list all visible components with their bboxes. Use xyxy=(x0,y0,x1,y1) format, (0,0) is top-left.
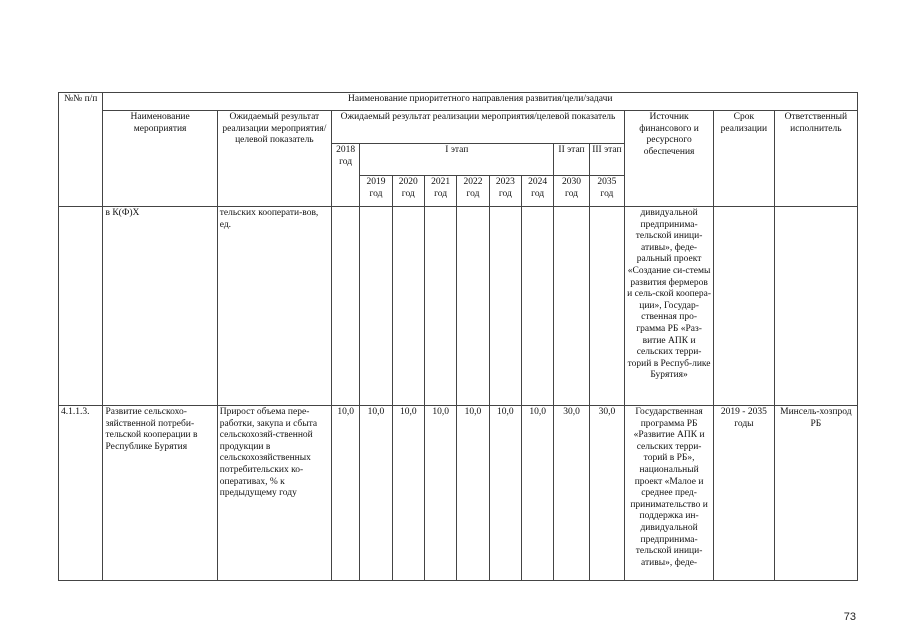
table-row xyxy=(59,406,858,581)
year-header: 2021 год xyxy=(424,176,456,207)
value-cell xyxy=(424,207,456,406)
year-header: 2022 год xyxy=(457,176,489,207)
row-num-cell: 4.1.1.3. xyxy=(59,406,103,581)
term-cell xyxy=(714,207,775,406)
year-header: 2024 год xyxy=(522,176,554,207)
expected-result-cell: тельских кооперати-вов, ед. xyxy=(217,207,331,406)
event-name-cell: в К(Ф)Х xyxy=(103,207,217,406)
value-cell xyxy=(392,207,424,406)
event-name-header: Наименование мероприятия xyxy=(103,111,217,207)
value-cell: 30,0 xyxy=(554,406,589,581)
value-cell xyxy=(331,207,359,406)
value-cell: 10,0 xyxy=(489,406,521,581)
row-num-cell xyxy=(59,207,103,406)
expected-result-cell: Прирост объема пере-работки, закупа и сбыта сельскохозяй-ственной продукции в сельскохозяйственных потребительских ко-оперативах, % к предыдущему году xyxy=(217,406,331,581)
value-cell: 30,0 xyxy=(589,406,624,581)
year-header: 2030 год xyxy=(554,176,589,207)
year-header: 2023 год xyxy=(489,176,521,207)
expected-result-header: Ожидаемый результат реализации мероприятия/целевой показатель xyxy=(217,111,331,207)
stage-2-header: II этап xyxy=(554,144,589,176)
priority-direction-header: Наименование приоритетного направления развития/цели/задачи xyxy=(103,93,858,111)
value-cell xyxy=(554,207,589,406)
program-table xyxy=(58,92,858,581)
responsible-header: Ответственный исполнитель xyxy=(774,111,857,207)
value-cell xyxy=(522,207,554,406)
value-cell: 10,0 xyxy=(522,406,554,581)
value-cell xyxy=(589,207,624,406)
page-number: 73 xyxy=(843,611,856,623)
value-cell xyxy=(360,207,392,406)
year-header: 2019 год xyxy=(360,176,392,207)
responsible-cell xyxy=(774,207,857,406)
funding-source-header: Источник финансового и ресурсного обеспечения xyxy=(625,111,714,207)
value-cell: 10,0 xyxy=(392,406,424,581)
value-cell: 10,0 xyxy=(424,406,456,581)
stage-1-header: I этап xyxy=(360,144,554,176)
value-cell: 10,0 xyxy=(457,406,489,581)
table-row xyxy=(59,207,858,406)
value-cell xyxy=(489,207,521,406)
event-name-cell: Развитие сельскохо-зяйственной потреби-тельской кооперации в Республике Бурятия xyxy=(103,406,217,581)
expected-result-group-header: Ожидаемый результат реализации мероприятия/целевой показатель xyxy=(331,111,624,144)
value-cell xyxy=(457,207,489,406)
funding-source-cell: Государственная программа РБ «Развитие АПК и сельских терри-торий в РБ», национальный проект «Малое и среднее пред-принимательство и поддержка ин-дивидуальной предпринима-тельской иници-ативы», феде- xyxy=(625,406,714,581)
stage-3-header: III этап xyxy=(589,144,624,176)
year-header: 2035 год xyxy=(589,176,624,207)
year-2018-header: 2018 год xyxy=(331,144,359,207)
col-num-header: №№ п/п xyxy=(59,93,103,207)
funding-source-cell: дивидуальной предпринима-тельской иници-ативы», феде-ральный проект «Создание си-стемы развития фермеров и сель-ской коопера-ции», Государ-ственная про-грамма РБ «Раз-витие АПК и сельских терри-торий в Респуб-лике Бурятия» xyxy=(625,207,714,406)
responsible-cell: Минсель-хозпрод РБ xyxy=(774,406,857,581)
value-cell: 10,0 xyxy=(331,406,359,581)
term-header: Срок реализации xyxy=(714,111,775,207)
year-header: 2020 год xyxy=(392,176,424,207)
term-cell: 2019 - 2035 годы xyxy=(714,406,775,581)
value-cell: 10,0 xyxy=(360,406,392,581)
